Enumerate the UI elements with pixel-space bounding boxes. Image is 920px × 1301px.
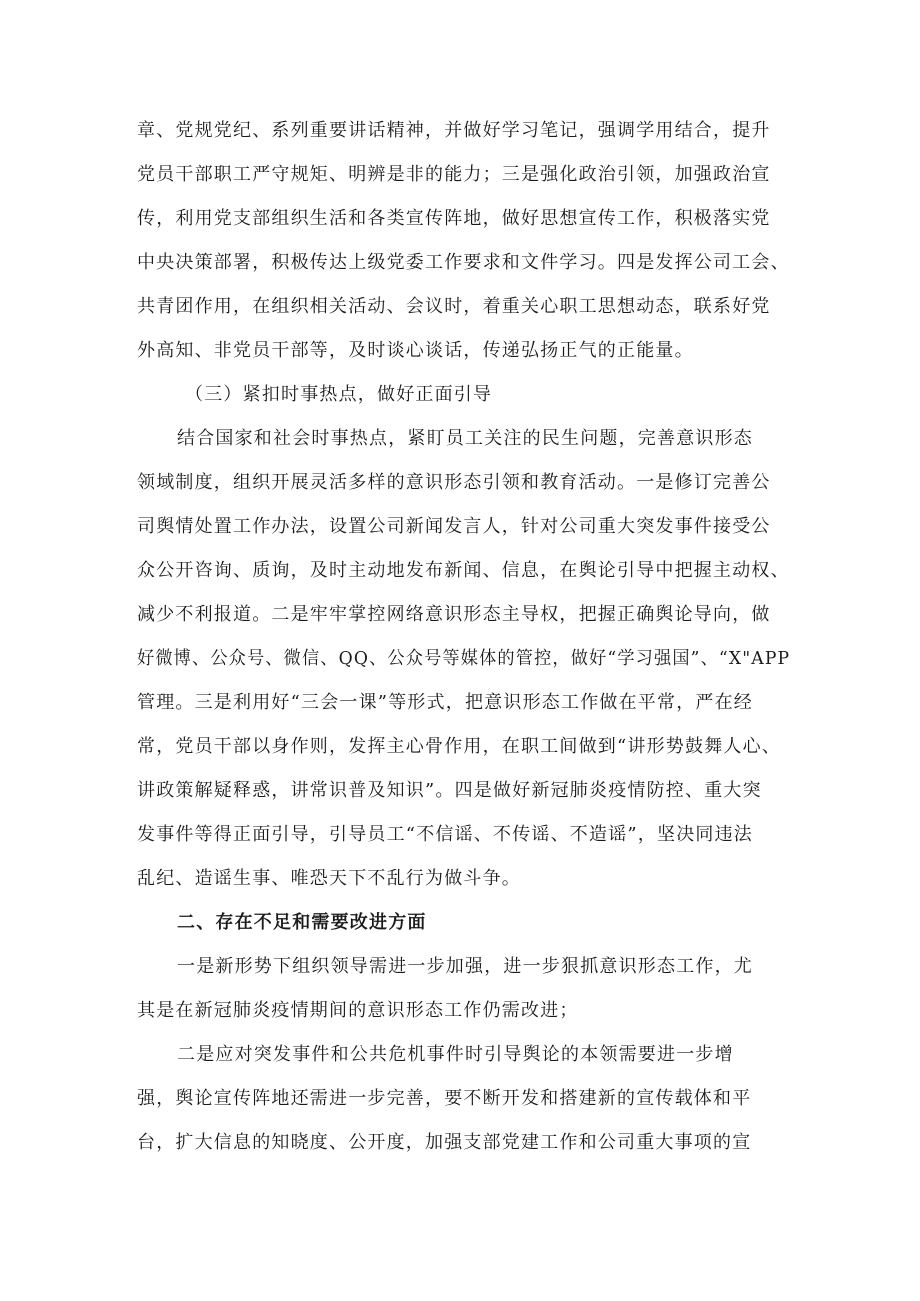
paragraph-line: 强，舆论宣传阵地还需进一步完善，要不断开发和搭建新的宣传载体和平 (137, 1088, 752, 1109)
paragraph-line: 好微博、公众号、微信、QQ、公众号等媒体的管控，做好“学习强国”、“X"APP (137, 648, 791, 669)
paragraph-line: 传，利用党支部组织生活和各类宣传阵地，做好思想宣传工作，积极落实党 (137, 208, 771, 229)
paragraph-line: 一是新形势下组织领导需进一步加强，进一步狠抓意识形态工作，尤 (177, 956, 753, 977)
section-subheading: （三）紧扣时事热点，做好正面引导 (185, 384, 493, 405)
paragraph-line: 乱纪、造谣生事、唯恐天下不乱行为做斗争。 (137, 868, 521, 889)
paragraph-line: 中央决策部署，积极传达上级党委工作要求和文件学习。四是发挥公司工会、 (137, 252, 790, 273)
paragraph-line: 发事件等得正面引导，引导员工“不信谣、不传谣、不造谣”，坚决同违法 (137, 824, 754, 845)
paragraph-line: 众公开咨询、质询，及时主动地发布新闻、信息，在舆论引导中把握主动权、 (137, 560, 790, 581)
paragraph-line: 司舆情处置工作办法，设置公司新闻发言人，针对公司重大突发事件接受公 (137, 516, 771, 537)
paragraph-line: 管理。三是利用好“三会一课”等形式，把意识形态工作做在平常，严在经 (137, 692, 754, 713)
paragraph-line: 二是应对突发事件和公共危机事件时引导舆论的本领需要进一步增 (177, 1044, 734, 1065)
section-heading: 二、存在不足和需要改进方面 (177, 912, 427, 933)
paragraph-line: 其是在新冠肺炎疫情期间的意识形态工作仍需改进； (137, 1000, 579, 1021)
paragraph-line: 领域制度，组织开展灵活多样的意识形态引领和教育活动。一是修订完善公 (137, 472, 771, 493)
paragraph-line: 台，扩大信息的知晓度、公开度，加强支部党建工作和公司重大事项的宣 (137, 1132, 752, 1153)
paragraph-line: 减少不利报道。二是牢牢掌控网络意识形态主导权，把握正确舆论导向，做 (137, 604, 771, 625)
paragraph-line: 章、党规党纪、系列重要讲话精神，并做好学习笔记，强调学用结合，提升 (137, 120, 771, 141)
paragraph-line: 讲政策解疑释惑，讲常识普及知识”。四是做好新冠肺炎疫情防控、重大突 (137, 780, 762, 801)
paragraph-line: 外高知、非党员干部等，及时谈心谈话，传递弘扬正气的正能量。 (137, 340, 694, 361)
paragraph-line: 常，党员干部以身作则，发挥主心骨作用，在职工间做到“讲形势鼓舞人心、 (137, 736, 781, 757)
paragraph-line: 结合国家和社会时事热点，紧盯员工关注的民生问题，完善意识形态 (177, 428, 753, 449)
paragraph-line: 党员干部职工严守规矩、明辨是非的能力；三是强化政治引领，加强政治宣 (137, 164, 771, 185)
paragraph-line: 共青团作用，在组织相关活动、会议时，着重关心职工思想动态，联系好党 (137, 296, 771, 317)
